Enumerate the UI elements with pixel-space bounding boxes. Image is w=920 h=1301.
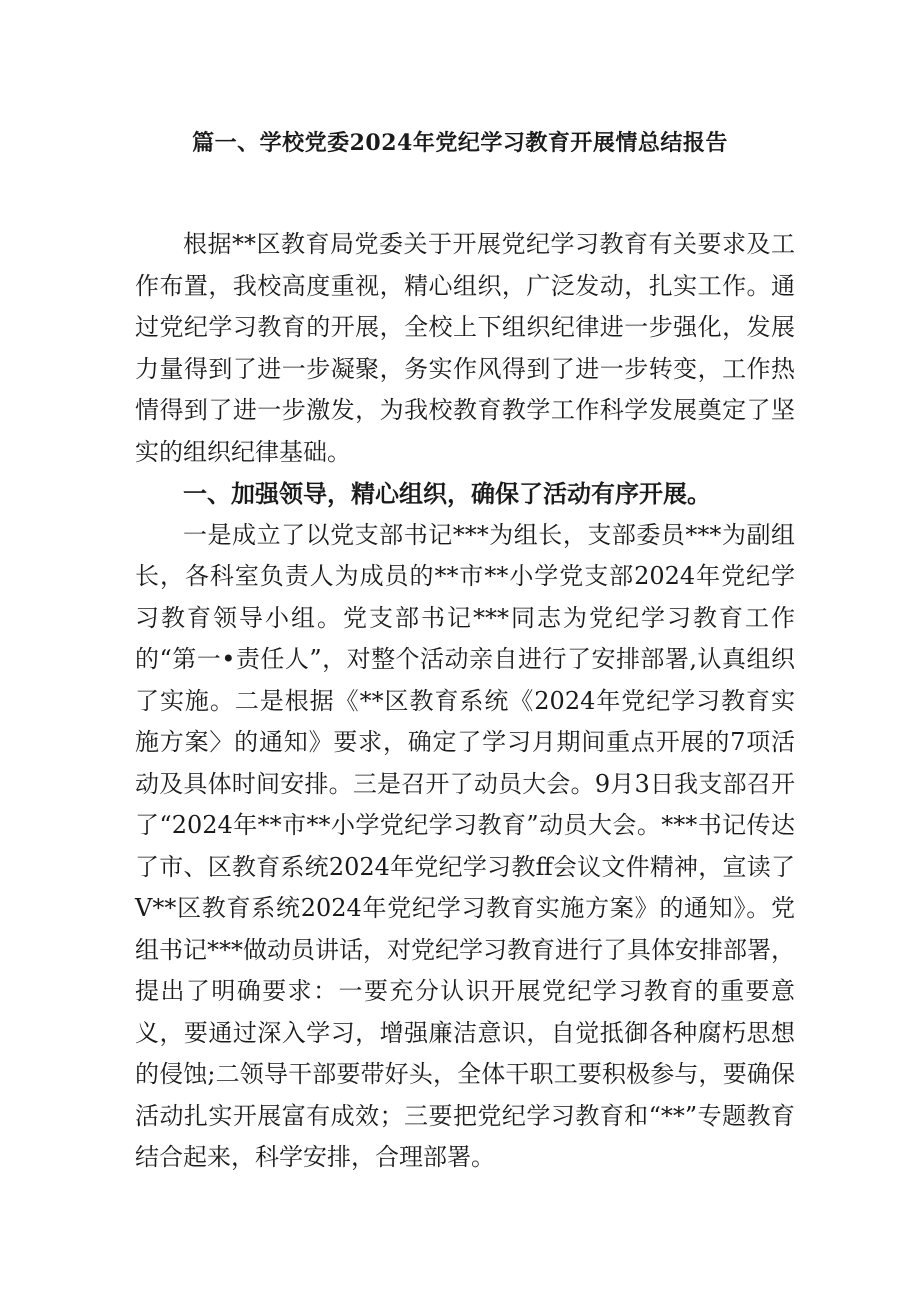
- section-heading-1: 一、加强领导，精心组织，确保了活动有序开展。: [183, 479, 711, 508]
- intro-paragraph: 根据**区教育局党委关于开展党纪学习教育有关要求及工作布置，我校高度重视，精心组织，广泛发动，扎实工作。通过党纪学习教育的开展，全校上下组织纪律进一步强化，发展力量得到了进一步凝聚，务实作风得到了进一步转变，工作热情得到了进一步激发，为我校教育教学工作科学发展奠定了坚实的组织纪律基础。: [135, 230, 795, 466]
- document-title: 篇一、学校党委2024年党纪学习教育开展情总结报告: [192, 130, 728, 156]
- document-body: [135, 224, 795, 1179]
- section-1-paragraph: 一是成立了以党支部书记***为组长，支部委员***为副组长，各科室负责人为成员的**市**小学党支部2024年党纪学习教育领导小组。党支部书记***同志为党纪学习教育工作的“第一•责任人”，对整个活动亲自进行了安排部署,认真组织了实施。二是根据《**区教育系统《2024年党纪学习教育实施方案〉的通知》要求，确定了学习月期间重点开展的7项活动及具体时间安排。三是召开了动员大会。9月3日我支部召开了“2024年**市**小学党纪学习教育”动员大会。***书记传达了市、区教育系统2024年党纪学习教ff会议文件精神，宣读了V**区教育系统2024年党纪学习教育实施方案》的通知》。党组书记***做动员讲话，对党纪学习教育进行了具体安排部署，提出了明确要求：一要充分认识开展党纪学习教育的重要意义，要通过深入学习，增强廉洁意识，自觉抵御各种腐朽思想的侵蚀;二领导干部要带好头，全体干职工要积极参与，要确保活动扎实开展富有成效；三要把党纪学习教育和“**”专题教育结合起来，科学安排，合理部署。: [135, 520, 795, 1171]
